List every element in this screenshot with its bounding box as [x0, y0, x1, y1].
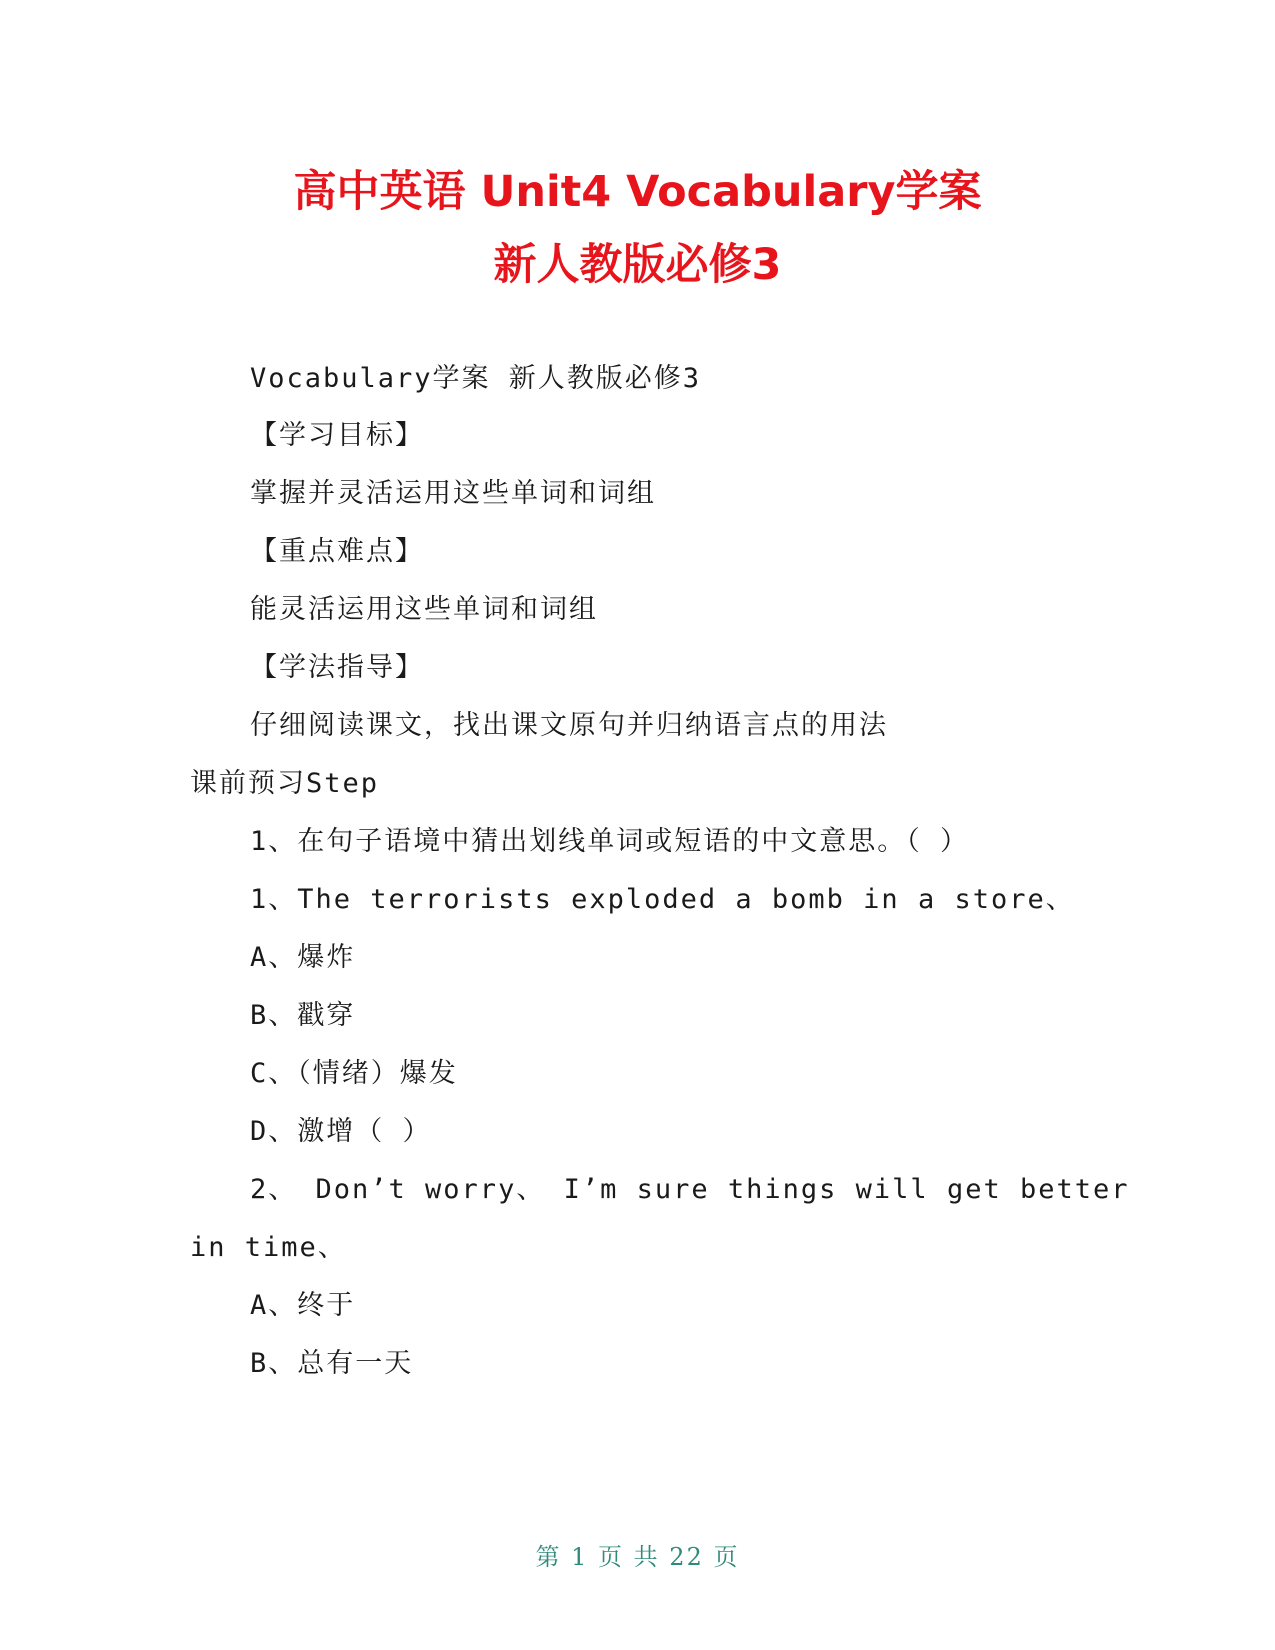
exercise-instruction: 1、在句子语境中猜出划线单词或短语的中文意思。（ ）: [250, 826, 970, 857]
objectives-text: 掌握并灵活运用这些单词和词组: [250, 478, 656, 509]
page-number-footer: 第 1 页 共 22 页: [535, 1543, 740, 1571]
study-guide-text: 仔细阅读课文，找出课文原句并归纳语言点的用法: [250, 710, 888, 741]
document-title-line-2: 新人教版必修3: [493, 240, 782, 290]
question-1-option-d: D、激增（ ）: [250, 1116, 432, 1147]
question-2-option-a: A、终于: [250, 1290, 356, 1321]
key-points-text: 能灵活运用这些单词和词组: [250, 594, 598, 625]
section-heading-study-guide: 【学法指导】: [250, 652, 424, 683]
question-2-sentence: 2、 Don’t worry、 I’m sure things will get better: [250, 1174, 1130, 1205]
document-title-line-1: 高中英语 Unit4 Vocabulary学案: [293, 167, 982, 217]
question-2-sentence-continued: in time、: [190, 1232, 347, 1263]
question-1-option-b: B、戳穿: [250, 1000, 356, 1031]
question-1-sentence: 1、The terrorists exploded a bomb in a store、: [250, 884, 1075, 915]
preview-step-heading: 课前预习Step: [190, 768, 380, 799]
question-1-option-a: A、爆炸: [250, 942, 356, 973]
question-2-option-b: B、总有一天: [250, 1348, 414, 1379]
subtitle-line: Vocabulary学案 新人教版必修3: [250, 363, 702, 394]
question-1-option-c: C、（情绪）爆发: [250, 1058, 458, 1089]
section-heading-key-points: 【重点难点】: [250, 536, 424, 567]
section-heading-objectives: 【学习目标】: [250, 420, 424, 451]
